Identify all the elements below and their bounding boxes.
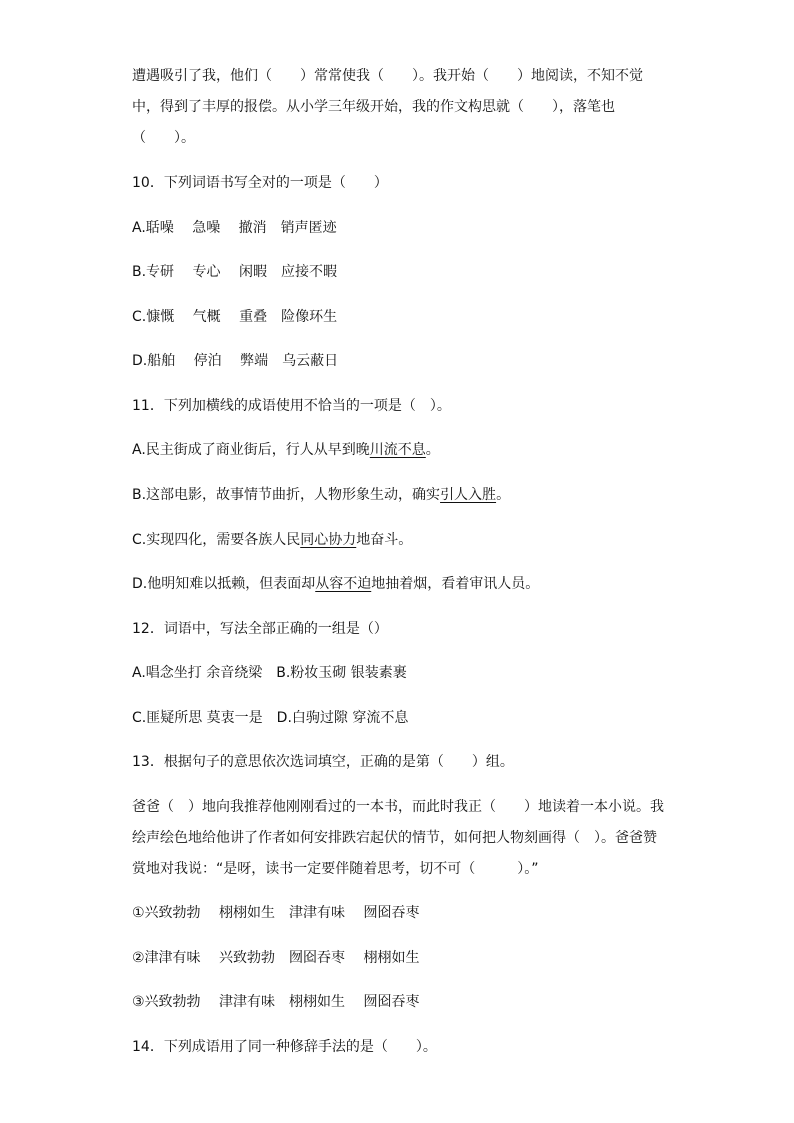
question-11-stem: 11．下列加横线的成语使用不恰当的一项是（ ）。 — [132, 398, 451, 414]
question-10-option-d: D.船舶 停泊 弊端 乌云蔽日 — [132, 353, 339, 369]
option-text-end: 地奋斗。 — [356, 532, 413, 548]
question-13-passage-line-1: 爸爸（ ）地向我推荐他刚刚看过的一本书，而此时我正（ ）地读着一本小说。我 — [132, 799, 664, 815]
option-text-end: 地抽着烟，看着审讯人员。 — [371, 576, 540, 592]
question-13-passage-line-3: 赏地对我说：“是呀，读书一定要伴随着思考，切不可（ ）。” — [132, 861, 539, 877]
question-10-option-c: C.慷慨 气概 重叠 险像环生 — [132, 309, 338, 325]
option-text: D.他明知难以抵赖，但表面却 — [132, 576, 316, 592]
question-13-passage-line-2: 绘声绘色地给他讲了作者如何安排跌宕起伏的情节，如何把人物刻画得（ ）。爸爸赞 — [132, 830, 657, 846]
question-14-stem: 14．下列成语用了同一种修辞手法的是（ ）。 — [132, 1039, 437, 1055]
passage-line-3: （ ）。 — [132, 130, 195, 146]
question-12-options-ab: A.唱念坐打 余音绕梁 B.粉妆玉砌 银装素裹 — [132, 665, 407, 681]
question-11-option-a — [132, 440, 440, 460]
option-text: B.这部电影，故事情节曲折，人物形象生动，确实 — [132, 487, 441, 503]
question-10-option-b: B.专研 专心 闲暇 应接不暇 — [132, 264, 337, 280]
question-10-option-a: A.聒噪 急噪 撤消 销声匿迹 — [132, 220, 337, 236]
option-text: A.民主街成了商业街后，行人从早到晚 — [132, 442, 370, 458]
passage-line-1: 遭遇吸引了我，他们（ ）常常使我（ ）。我开始（ ）地阅读，不知不觉 — [132, 68, 643, 84]
question-13-choice-2: ②津津有味 兴致勃勃 囫囵吞枣 栩栩如生 — [132, 950, 420, 966]
question-13-stem: 13．根据句子的意思依次选词填空，正确的是第（ ）组。 — [132, 754, 514, 770]
underlined-idiom: 同心协力 — [300, 532, 357, 548]
question-11-option-c — [132, 530, 412, 550]
question-13-choice-3: ③兴致勃勃 津津有味 栩栩如生 囫囵吞枣 — [132, 994, 420, 1010]
question-10-stem: 10．下列词语书写全对的一项是（ ） — [132, 175, 388, 191]
question-11-option-d — [132, 574, 539, 594]
question-11-option-b — [132, 485, 510, 505]
passage-line-2: 中，得到了丰厚的报偿。从小学三年级开始，我的作文构思就（ ），落笔也 — [132, 99, 615, 115]
underlined-idiom: 引人入胜 — [440, 487, 497, 503]
underlined-idiom: 川流不息 — [369, 442, 426, 458]
question-12-options-cd: C.匪疑所思 莫衷一是 D.白驹过隙 穿流不息 — [132, 710, 409, 726]
question-13-choice-1: ①兴致勃勃 栩栩如生 津津有味 囫囵吞枣 — [132, 905, 420, 921]
option-text: C.实现四化，需要各族人民 — [132, 532, 301, 548]
option-text-end: 。 — [425, 442, 440, 458]
underlined-idiom: 从容不迫 — [315, 576, 372, 592]
option-text-end: 。 — [496, 487, 511, 503]
question-12-stem: 12．词语中，写法全部正确的一组是（） — [132, 621, 388, 637]
